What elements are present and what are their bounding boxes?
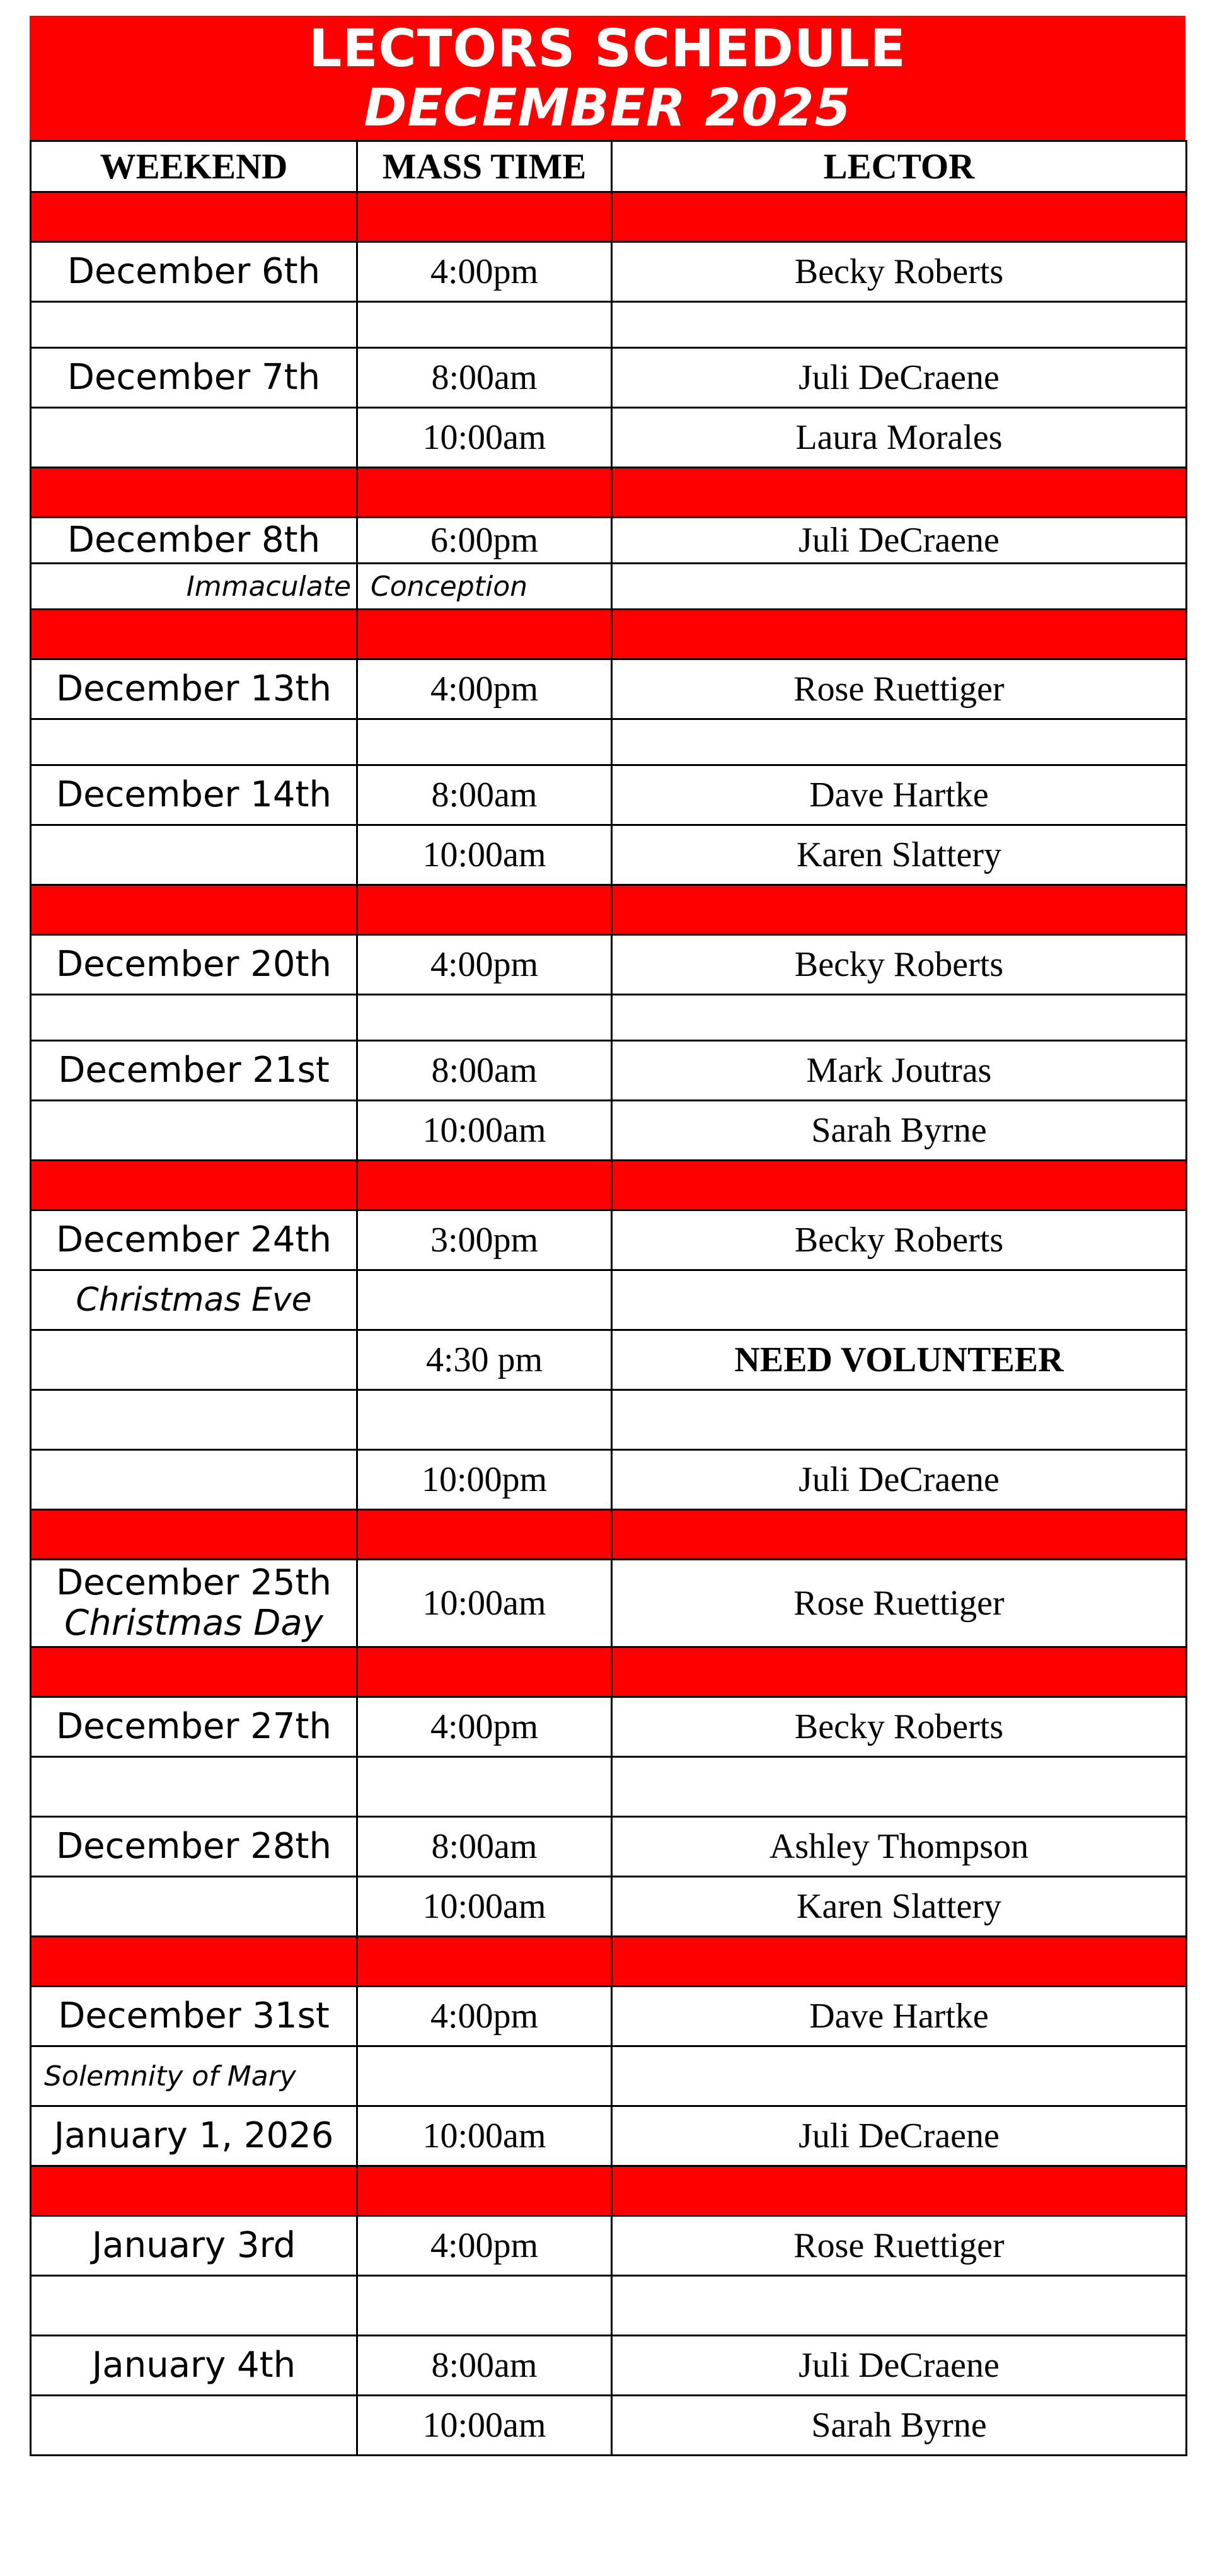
lector-cell: Ashley Thompson [612,1817,1187,1877]
table-row [31,1041,1187,1101]
mass-time-cell: 10:00pm [357,1450,612,1510]
feast-note-part-1: Immaculate [31,564,357,610]
weekend-cell: December 14th [31,765,357,825]
weekend-date: December 25th [56,1562,331,1603]
lector-cell: Juli DeCraene [612,1450,1187,1510]
mass-time-cell: 6:00pm [357,518,612,564]
table-row [31,1697,1187,1757]
weekend-cell: December 6th [31,242,357,302]
mass-time-cell: 10:00am [357,825,612,885]
mass-time-cell: 4:30 pm [357,1330,612,1390]
note-row [31,564,1187,610]
weekend-cell [31,1877,357,1937]
mass-time-cell: 4:00pm [357,1697,612,1757]
lector-cell: Rose Ruettiger [612,1560,1187,1647]
title-line-2: DECEMBER 2025 [364,78,851,138]
mass-time-cell: 3:00pm [357,1210,612,1270]
weekend-cell [31,1330,357,1390]
note-row [31,1270,1187,1330]
lector-cell: Becky Roberts [612,242,1187,302]
lector-cell: Juli DeCraene [612,2106,1187,2166]
table-row [31,408,1187,468]
weekend-cell: December 21st [31,1041,357,1101]
header-weekend: WEEKEND [31,141,357,192]
blank-row [31,719,1187,765]
mass-time-cell: 4:00pm [357,242,612,302]
table-row [31,1877,1187,1937]
note-row [31,2046,1187,2106]
header-lector: LECTOR [612,141,1187,192]
table-row [31,348,1187,408]
lector-cell: Rose Ruettiger [612,2216,1187,2276]
lector-cell: Laura Morales [612,408,1187,468]
table-row [31,1210,1187,1270]
mass-time-cell: 4:00pm [357,2216,612,2276]
weekend-cell: December 28th [31,1817,357,1877]
mass-time-cell: 8:00am [357,2336,612,2396]
schedule-table [30,140,1187,2456]
weekend-cell [31,1450,357,1510]
lector-cell: Juli DeCraene [612,518,1187,564]
weekend-cell [31,2396,357,2456]
table-row [31,1817,1187,1877]
feast-note: Solemnity of Mary [31,2046,357,2106]
weekend-cell: December 13th [31,659,357,719]
lector-cell: Juli DeCraene [612,2336,1187,2396]
lector-cell: Becky Roberts [612,1697,1187,1757]
lector-cell: Mark Joutras [612,1041,1187,1101]
separator-row [31,1161,1187,1210]
table-row [31,765,1187,825]
table-row [31,2396,1187,2456]
lector-cell: Sarah Byrne [612,1101,1187,1161]
lector-cell-need-volunteer: NEED VOLUNTEER [612,1330,1187,1390]
feast-note: Christmas Eve [31,1270,357,1330]
weekend-cell: January 4th [31,2336,357,2396]
lector-cell: Dave Hartke [612,765,1187,825]
mass-time-cell: 10:00am [357,1877,612,1937]
blank-row [31,1390,1187,1450]
weekend-cell [31,1560,357,1647]
weekend-cell: December 7th [31,348,357,408]
weekend-cell [31,825,357,885]
title-line-1: LECTORS SCHEDULE [309,19,906,79]
mass-time-cell: 8:00am [357,765,612,825]
lector-cell: Rose Ruettiger [612,659,1187,719]
weekend-cell: January 1, 2026 [31,2106,357,2166]
lector-cell: Becky Roberts [612,1210,1187,1270]
blank-row [31,1757,1187,1817]
table-row [31,518,1187,564]
table-row [31,935,1187,995]
separator-row [31,610,1187,659]
schedule-sheet [30,16,1185,2456]
separator-row [31,2166,1187,2216]
table-row [31,2106,1187,2166]
separator-row [31,1510,1187,1560]
feast-note: Christmas Day [64,1603,323,1644]
weekend-cell: January 3rd [31,2216,357,2276]
table-row [31,1450,1187,1510]
table-row [31,242,1187,302]
separator-row [31,1647,1187,1697]
separator-row [31,1937,1187,1987]
table-row [31,1560,1187,1647]
lector-cell: Dave Hartke [612,1987,1187,2046]
mass-time-cell: 10:00am [357,1101,612,1161]
mass-time-cell: 8:00am [357,1817,612,1877]
mass-time-cell: 10:00am [357,408,612,468]
mass-time-cell: 10:00am [357,1560,612,1647]
lector-cell: Karen Slattery [612,825,1187,885]
table-row [31,1330,1187,1390]
table-row [31,2216,1187,2276]
mass-time-cell: 8:00am [357,1041,612,1101]
mass-time-cell: 8:00am [357,348,612,408]
weekend-cell: December 24th [31,1210,357,1270]
mass-time-cell: 10:00am [357,2106,612,2166]
weekend-cell [31,408,357,468]
lector-cell: Juli DeCraene [612,348,1187,408]
table-row [31,1101,1187,1161]
table-row [31,1987,1187,2046]
blank-row [31,302,1187,348]
table-row [31,659,1187,719]
lector-cell: Karen Slattery [612,1877,1187,1937]
header-row [31,141,1187,192]
lector-cell: Sarah Byrne [612,2396,1187,2456]
blank-row [31,2276,1187,2336]
mass-time-cell: 4:00pm [357,935,612,995]
weekend-cell: December 20th [31,935,357,995]
separator-row [31,192,1187,242]
weekend-cell: December 31st [31,1987,357,2046]
table-row [31,825,1187,885]
table-row [31,2336,1187,2396]
title-banner [30,16,1185,140]
weekend-cell: December 27th [31,1697,357,1757]
weekend-cell: December 8th [31,518,357,564]
header-mass-time: MASS TIME [357,141,612,192]
mass-time-cell: 10:00am [357,2396,612,2456]
feast-note-part-2: Conception [357,564,612,610]
weekend-cell [31,1101,357,1161]
separator-row [31,468,1187,518]
blank-row [31,995,1187,1041]
mass-time-cell: 4:00pm [357,659,612,719]
mass-time-cell: 4:00pm [357,1987,612,2046]
separator-row [31,885,1187,935]
lector-cell: Becky Roberts [612,935,1187,995]
